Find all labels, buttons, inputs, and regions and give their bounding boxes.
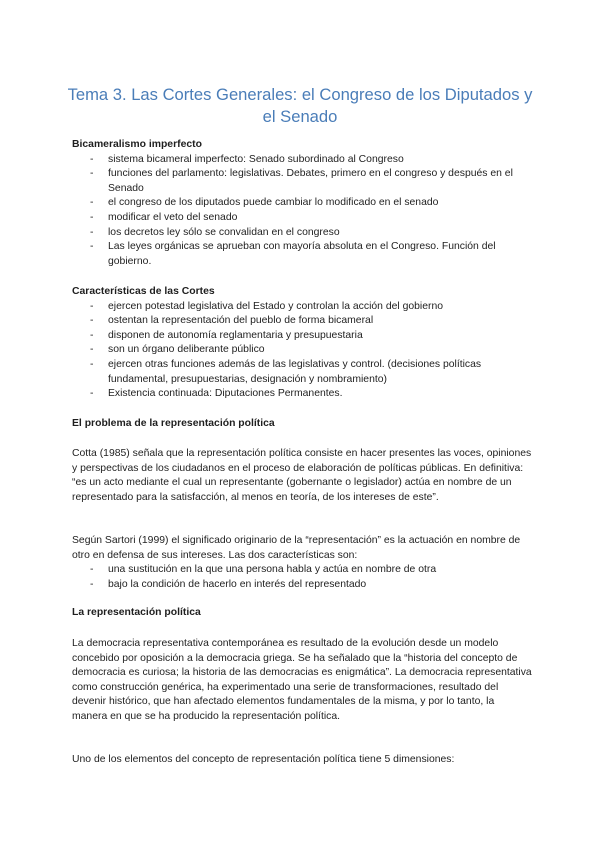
bullet-list [72, 300, 532, 402]
paragraph-sartori-block [72, 534, 532, 592]
section-heading: Bicameralismo imperfecto [72, 139, 202, 150]
list-item: - ejercen otras funciones además de las legislativas y control. (decisiones políticas fundamental, presupuestarias, designación y nombramiento) [72, 358, 532, 387]
paragraph-dimensiones-block [72, 753, 532, 768]
document-title: Tema 3. Las Cortes Generales: el Congreso de los Diputados y el Senado [67, 85, 533, 126]
list-item: - modificar el veto del senado [72, 211, 532, 226]
list-item: - el congreso de los diputados puede cambiar lo modificado en el senado [72, 196, 532, 211]
list-item: - una sustitución en la que una persona habla y actúa en nombre de otra [72, 563, 532, 578]
section-caracteristicas [72, 285, 532, 402]
list-item: - ostentan la representación del pueblo de forma bicameral [72, 314, 532, 329]
section-heading: La representación política [72, 607, 201, 618]
list-item: - los decretos ley sólo se convalidan en el congreso [72, 226, 532, 241]
list-item: - Existencia continuada: Diputaciones Permanentes. [72, 387, 532, 402]
list-item: - ejercen potestad legislativa del Estado y controlan la acción del gobierno [72, 300, 532, 315]
section-representacion-heading-block [72, 606, 532, 621]
list-item: - funciones del parlamento: legislativas. Debates, primero en el congreso y después en el Senado [72, 167, 532, 196]
list-item: - son un órgano deliberante público [72, 343, 532, 358]
list-item: - sistema bicameral imperfecto: Senado subordinado al Congreso [72, 153, 532, 168]
list-item: - Las leyes orgánicas se aprueban con mayoría absoluta en el Congreso. Función del gobierno. [72, 240, 532, 269]
list-item: - disponen de autonomía reglamentaria y presupuestaria [72, 329, 532, 344]
paragraph-democracia: La democracia representativa contemporánea es resultado de la evolución desde un modelo concebido por oposición a la democracia griega. Se ha señalado que la “historia del concepto de democracia es curiosa; la historia de las democracias es enigmática”. La democracia representativa como construcción genérica, ha experimentado una serie de transformaciones, resultado del devenir histórico, que han afectado elementos fundamentales de la misma, y por lo tanto, la manera en que se ha producido la representación política. [72, 638, 532, 722]
section-problema-heading-block [72, 417, 532, 432]
list-item: - bajo la condición de hacerlo en interés del representado [72, 578, 532, 593]
paragraph-cotta-block [72, 447, 532, 505]
paragraph-dimensiones: Uno de los elementos del concepto de representación política tiene 5 dimensiones: [72, 754, 455, 765]
paragraph-democracia-block [72, 637, 532, 725]
section-heading: El problema de la representación política [72, 418, 275, 429]
bullet-list [72, 563, 532, 592]
paragraph-sartori: Según Sartori (1999) el significado originario de la “representación” es la actuación en nombre de otro en defensa de sus intereses. Las dos características son: [72, 535, 521, 561]
paragraph-cotta: Cotta (1985) señala que la representación política consiste en hacer presentes las voces, opiniones y perspectivas de los ciudadanos en el proceso de elaboración de políticas públicas. En definitiva: “es un acto mediante el cual un representante (gobernante o legislador) actúa en nombre de un representado para la satisfacción, al menos en teoría, de los intereses de este”. [72, 448, 532, 503]
bullet-list [72, 153, 532, 270]
section-heading: Características de las Cortes [72, 286, 215, 297]
section-bicameralismo [72, 138, 532, 269]
